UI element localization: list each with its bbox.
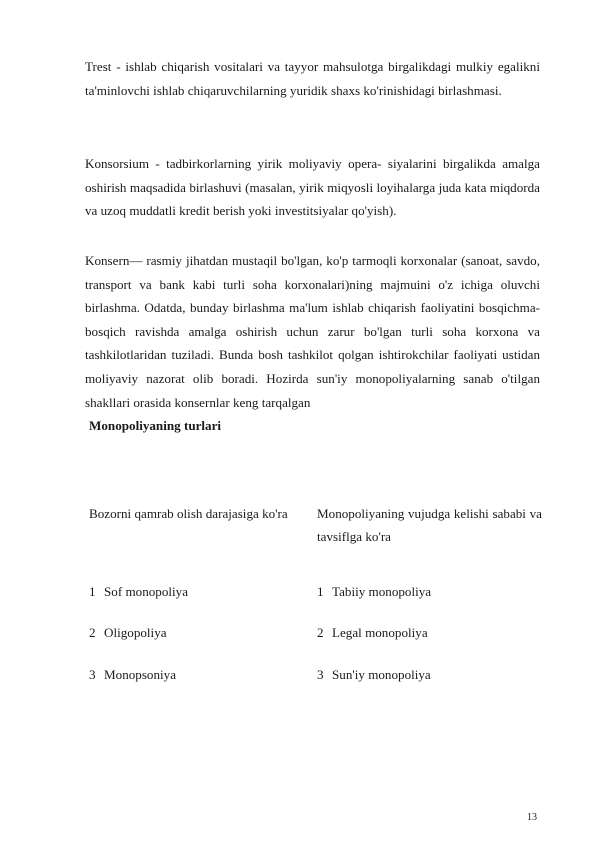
list-item (317, 583, 431, 601)
paragraph-konsorsium: Konsorsium - tadbirkorlarning yirik moliyaviy opera- siyalarini birgalikda amalga oshirish maqsadida birlashuvi (masalan, yirik miqyosli loyihalarga juda kata miqdorda va uzoq muddatli kredit berish yoki investitsiyalar qo'yish). (85, 156, 540, 219)
item-number: 2 (317, 625, 324, 640)
item-number: 1 (317, 584, 324, 599)
item-label: Monopsoniya (104, 667, 177, 682)
table-right-header: Monopoliyaning vujudga kelishi sababi va tavsiflga ko'ra (317, 506, 542, 544)
list-item (89, 583, 188, 601)
item-label: Sof monopoliya (104, 584, 189, 599)
page-number: 13 (527, 812, 537, 823)
list-item (89, 624, 167, 642)
item-number: 2 (89, 625, 96, 640)
list-item (317, 666, 431, 684)
item-label: Tabiiy monopoliya (332, 584, 432, 599)
list-item (89, 666, 176, 684)
paragraph-trest: Trest - ishlab chiqarish vositalari va tayyor mahsulotga birgalikdagi mulkiy egalikni ta'minlovchi ishlab chiqaruvchilarning yuridik shaxs ko'rinishidagi birlashmasi. (85, 59, 540, 98)
item-number: 1 (89, 584, 96, 599)
item-label: Sun'iy monopoliya (332, 667, 431, 682)
item-number: 3 (89, 667, 96, 682)
item-label: Oligopoliya (104, 625, 167, 640)
item-number: 3 (317, 667, 324, 682)
section-heading: Monopoliyaning turlari (89, 418, 222, 433)
paragraph-konsern: Konsern— rasmiy jihatdan mustaqil bo'lgan, ko'p tarmoqli korxonalar (sanoat, savdo, transport va bank kabi turli soha korxonalari)ning majmuini o'z ichiga oluvchi birlashma. Odatda, bunday birlashma ma'lum ishlab chiqarish faoliyatini bosqichma-bosqich ravishda amalga oshirish uchun zarur bo'lgan turli soha korxona va tashkilotlaridan tuziladi. Bunda bosh tashkilot qolgan ishtirokchilar faoliyati ustidan moliyaviy nazorat olib boradi. Hozirda sun'iy monopoliyalarning sanab o'tilgan shakllari orasida konsernlar keng tarqalgan (85, 253, 540, 410)
table-left-header: Bozorni qamrab olish darajasiga ko'ra (89, 506, 288, 521)
item-label: Legal monopoliya (332, 625, 428, 640)
list-item (317, 624, 428, 642)
